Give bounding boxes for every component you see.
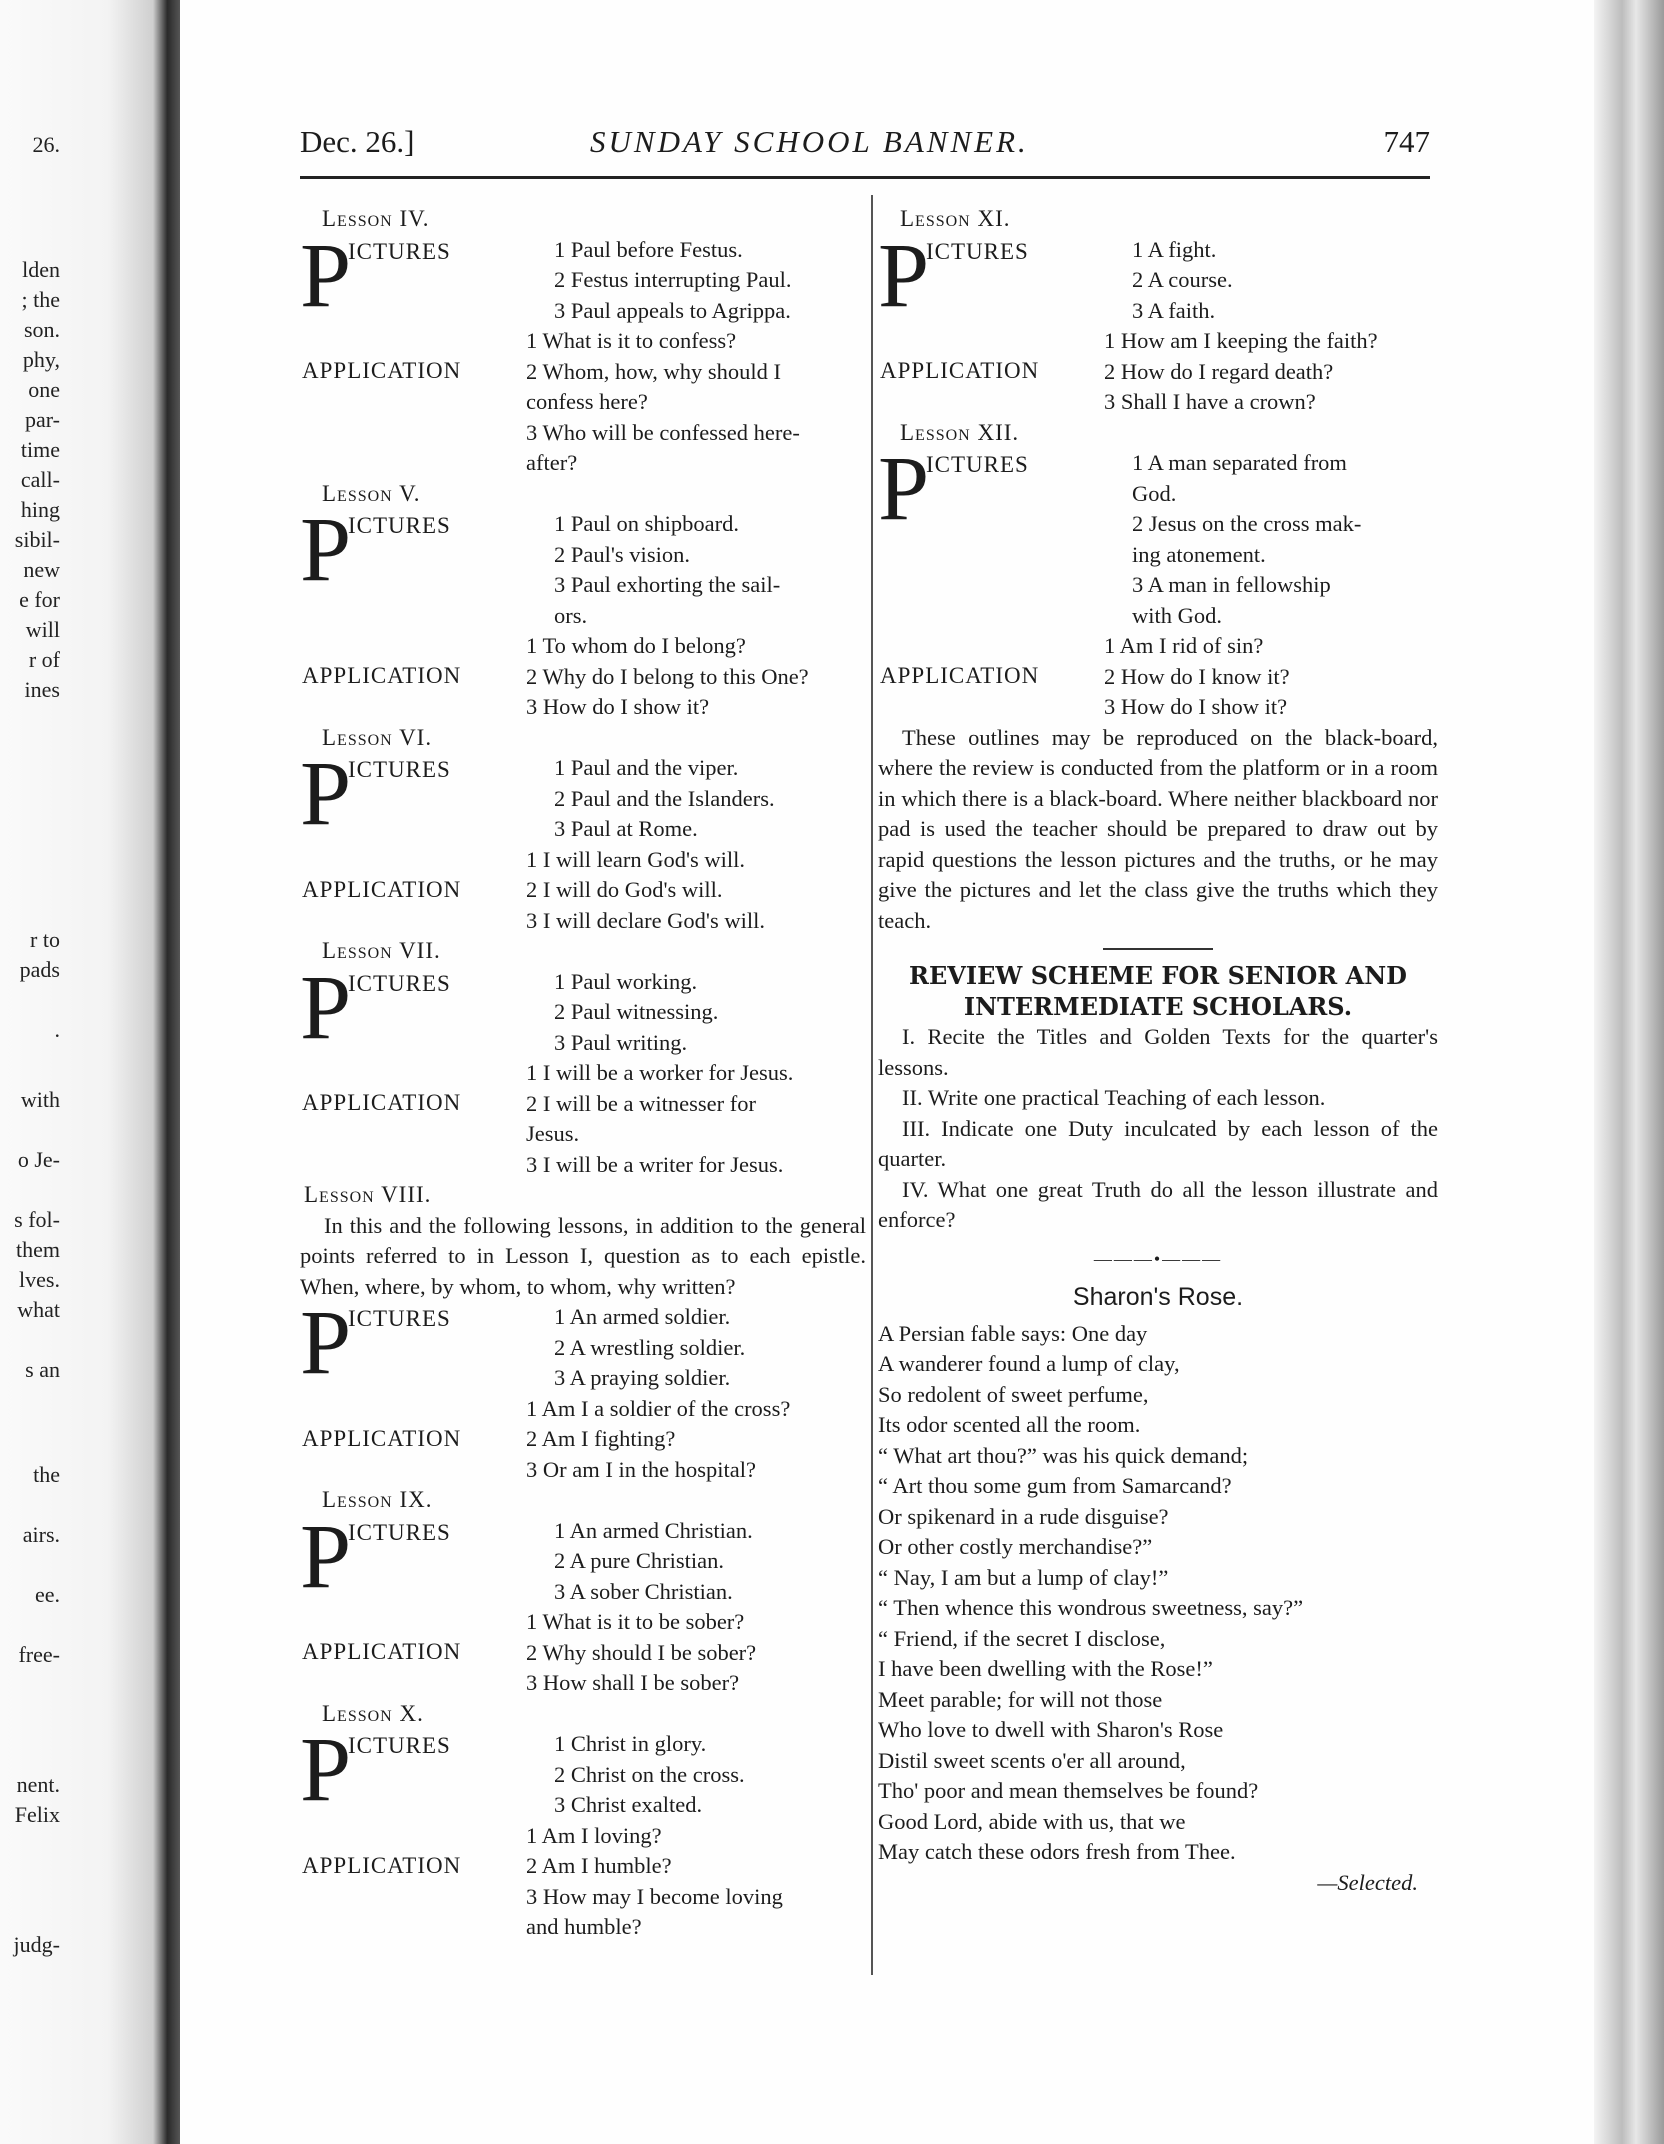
poem-line: Or spikenard in a rude disguise? [878, 1503, 1169, 1529]
lesson-title: Lesson XI. [900, 206, 1011, 231]
poem-line: May catch these odors fresh from Thee. [878, 1839, 1236, 1864]
application-item: 1 I will learn God's will. [526, 846, 746, 872]
picture-item: 1 Paul working. [554, 968, 698, 994]
pictures-label: ICTURES [348, 513, 451, 538]
application-item: 2 Am I fighting? [526, 1426, 676, 1451]
lesson-title: Lesson X. [322, 1700, 424, 1726]
poem-line: “ What art thou?” was his quick demand; [878, 1442, 1249, 1468]
gutter-fragment: them [16, 1237, 60, 1262]
pictures-label: ICTURES [926, 452, 1029, 477]
picture-item: 3 A praying soldier. [554, 1365, 731, 1390]
application-item: 3 How do I show it? [1104, 694, 1288, 719]
left-column [300, 204, 866, 1943]
pictures-label: ICTURES [348, 757, 451, 782]
application-label: APPLICATION [302, 663, 462, 688]
gutter-fragment: s fol- [14, 1207, 60, 1232]
pictures-block [878, 437, 1438, 631]
application-item: 2 I will do God's will. [526, 877, 723, 902]
poem-line: Meet parable; for will not those [878, 1686, 1163, 1712]
gutter-fragment: 26. [32, 132, 60, 157]
pictures-items [526, 235, 866, 327]
lesson-title: Lesson VI. [322, 724, 433, 750]
pictures-block [878, 223, 1438, 327]
gutter-fragment: call- [20, 467, 60, 492]
picture-item: 2 Paul witnessing. [554, 999, 719, 1024]
poem-line: “ Nay, I am but a lump of clay!” [878, 1564, 1169, 1590]
application-item: 3 How do I show it? [526, 694, 710, 719]
poem [878, 1319, 1438, 1868]
gutter-fragment: will [25, 617, 60, 642]
review-item: III. Indicate one Duty inculcated by each lesson of the quarter. [878, 1115, 1438, 1171]
application-item: 2 Whom, how, why should I [526, 358, 781, 384]
application-item: 1 What is it to confess? [526, 328, 737, 353]
pictures-items [1104, 235, 1438, 327]
poem-line: Who love to dwell with Sharon's Rose [878, 1717, 1224, 1742]
column-rule [871, 195, 873, 1975]
poem-line: A wanderer found a lump of clay, [878, 1351, 1180, 1376]
pictures-initial: P [300, 742, 352, 844]
lesson-title: Lesson VII. [322, 938, 441, 963]
poem-line: Its odor scented all the room. [878, 1412, 1141, 1437]
pictures-block [300, 223, 866, 327]
application-item: 3 Or am I in the hospital? [526, 1456, 756, 1482]
pictures-items [1104, 448, 1438, 631]
pictures-initial: P [878, 223, 930, 326]
ornament-divider: ———•——— [1093, 1248, 1223, 1269]
picture-item: 3 A faith. [1132, 297, 1216, 323]
page-edge [1594, 0, 1664, 2144]
picture-item: 2 Festus interrupting Paul. [554, 267, 792, 292]
gutter-fragment: pads [19, 957, 60, 982]
review-heading [878, 960, 1438, 1022]
gutter-fragment: r to [30, 927, 60, 952]
pictures-items [526, 1729, 866, 1821]
pictures-initial: P [300, 1718, 352, 1820]
application-items [526, 1394, 866, 1486]
poem-line: So redolent of sweet perfume, [878, 1381, 1149, 1407]
application-item: 2 Why should I be sober? [526, 1639, 757, 1665]
lesson-left-b-0 [300, 1485, 866, 1699]
picture-item: 3 Paul writing. [554, 1029, 688, 1055]
pictures-initial: P [878, 437, 930, 539]
application-items [526, 1058, 866, 1180]
gutter-fragment: nent. [16, 1772, 60, 1797]
pictures-items [526, 1302, 866, 1394]
review-heading-line2: INTERMEDIATE SCHOLARS. [963, 992, 1353, 1021]
poem-line: I have been dwelling with the Rose!” [878, 1656, 1213, 1681]
review-heading-line1: REVIEW SCHEME FOR SENIOR AND [909, 961, 1407, 990]
pictures-items [526, 1516, 866, 1608]
poem-line: Or other costly merchandise?” [878, 1534, 1153, 1559]
application-item: 1 I will be a worker for Jesus. [526, 1060, 794, 1085]
application-item: 2 I will be a witnesser for [526, 1090, 756, 1116]
picture-item: 1 Paul before Festus. [554, 236, 743, 262]
application-item: 1 What is it to be sober? [526, 1609, 745, 1634]
picture-item: 2 A course. [1132, 267, 1233, 292]
lesson-left-2 [300, 723, 866, 937]
header-title: SUNDAY SCHOOL BANNER. [590, 124, 1029, 159]
lesson-left-0 [300, 204, 866, 479]
gutter-fragment: airs. [22, 1522, 60, 1547]
page-header [300, 124, 1430, 170]
review-item: IV. What one great Truth do all the lesson illustrate and enforce? [878, 1176, 1438, 1232]
page-number: 747 [1383, 124, 1430, 159]
gutter-fragment: hing [20, 497, 60, 522]
application-block [300, 845, 866, 937]
gutter-fragment: lves. [19, 1267, 60, 1292]
pictures-initial: P [300, 1504, 352, 1607]
application-label: APPLICATION [302, 1090, 462, 1115]
lesson-viii-intro: In this and the following lessons, in addition to the general points referred to in Lesson I, question as to each epistle. When, where, by whom, to whom, why written? [300, 1212, 866, 1299]
picture-item: 1 Paul on shipboard. [554, 511, 739, 536]
application-label: APPLICATION [880, 358, 1040, 383]
gutter-fragment: son. [23, 317, 60, 342]
application-item: 1 How am I keeping the faith? [1104, 328, 1378, 353]
review-item: II. Write one practical Teaching of each lesson. [902, 1085, 1326, 1110]
pictures-label: ICTURES [348, 1733, 451, 1758]
gutter-fragment: the [33, 1462, 60, 1487]
picture-item: ing atonement. [1132, 541, 1266, 567]
application-item: 2 How do I regard death? [1104, 358, 1334, 384]
divider [1103, 948, 1213, 950]
gutter-fragment: . [54, 1017, 60, 1042]
application-item: 2 How do I know it? [1104, 663, 1290, 689]
gutter-fragment: one [28, 377, 60, 402]
pictures-label: ICTURES [348, 238, 451, 264]
application-item: 3 I will declare God's will. [526, 907, 765, 933]
application-item: 3 I will be a writer for Jesus. [526, 1151, 784, 1177]
poem-line: “ Friend, if the secret I disclose, [878, 1625, 1166, 1651]
gutter-fragment: phy, [22, 347, 60, 372]
application-items [526, 845, 866, 937]
lesson-left-b-1 [300, 1699, 866, 1943]
application-label: APPLICATION [302, 1639, 462, 1664]
picture-item: ors. [554, 602, 588, 628]
lesson-right-0 [878, 204, 1438, 418]
gutter-fragment: r of [28, 647, 60, 672]
application-item: confess here? [526, 389, 648, 414]
outlines-note: These outlines may be reproduced on the black-board, where the review is conducted from the platform or in a room in which there is a black-board. Where neither blackboard nor pad is used the teacher should be prepared to draw out by rapid questions the lesson pictures and the truths, or he may give the pictures and let the class give the truths which they teach. [878, 724, 1438, 933]
review-items [878, 1022, 1438, 1236]
picture-item: 1 Christ in glory. [554, 1731, 707, 1756]
pictures-block [300, 498, 866, 631]
application-label: APPLICATION [302, 876, 462, 902]
gutter-fragment: ; the [21, 287, 60, 312]
picture-item: 2 Jesus on the cross mak- [1132, 511, 1362, 536]
application-block [300, 1607, 866, 1699]
picture-item: God. [1132, 480, 1177, 506]
picture-item: 2 A wrestling soldier. [554, 1334, 746, 1360]
lesson-left-3 [300, 936, 866, 1180]
application-item: 1 Am I rid of sin? [1104, 633, 1264, 658]
gutter-fragment: with [20, 1087, 60, 1112]
picture-item: with God. [1132, 602, 1222, 628]
application-item: after? [526, 450, 578, 475]
picture-item: 3 Christ exalted. [554, 1792, 703, 1817]
gutter-fragment: judg- [13, 1932, 60, 1957]
gutter-fragment: par- [25, 407, 60, 432]
application-item: and humble? [526, 1914, 642, 1939]
application-items [1104, 631, 1438, 723]
lesson-title: Lesson XII. [900, 419, 1020, 445]
lesson-title: Lesson VIII. [304, 1182, 432, 1207]
lesson-title: Lesson IX. [322, 1487, 433, 1512]
lesson-left-1 [300, 479, 866, 723]
application-label: APPLICATION [302, 358, 462, 383]
picture-item: 1 A man separated from [1132, 450, 1347, 475]
pictures-items [526, 509, 866, 631]
application-item: 1 Am I a soldier of the cross? [526, 1395, 791, 1421]
application-block [878, 631, 1438, 723]
review-item: I. Recite the Titles and Golden Texts for the quarter's lessons. [878, 1024, 1438, 1080]
picture-item: 3 A man in fellowship [1132, 572, 1331, 597]
pictures-initial: P [300, 1291, 352, 1393]
gutter-fragment: ines [24, 677, 60, 702]
pictures-label: ICTURES [348, 970, 451, 996]
application-items [526, 1607, 866, 1699]
lesson-title: Lesson V. [322, 480, 421, 506]
poem-attribution: —Selected. [1317, 1869, 1418, 1895]
lesson-viii [300, 1180, 866, 1485]
picture-item: 3 Paul exhorting the sail- [554, 572, 781, 597]
gutter-fragment: free- [18, 1642, 60, 1667]
application-items [1104, 326, 1438, 418]
pictures-block [300, 1291, 866, 1394]
right-column [878, 204, 1438, 1898]
poem-line: Tho' poor and mean themselves be found? [878, 1778, 1259, 1803]
application-block [300, 1394, 866, 1486]
application-block [878, 326, 1438, 418]
pictures-label: ICTURES [926, 238, 1029, 264]
pictures-initial: P [300, 223, 352, 326]
header-rule [300, 176, 1430, 179]
pictures-initial: P [300, 498, 352, 600]
gutter-fragment: time [20, 437, 60, 462]
poem-line: Distil sweet scents o'er all around, [878, 1747, 1186, 1773]
application-item: 2 Am I humble? [526, 1853, 672, 1878]
poem-title: Sharon's Rose. [1072, 1283, 1244, 1311]
poem-line: Good Lord, abide with us, that we [878, 1808, 1186, 1834]
poem-line: A Persian fable says: One day [878, 1320, 1148, 1346]
application-block [300, 631, 866, 723]
gutter-fragment: lden [22, 257, 60, 282]
application-items [526, 631, 866, 723]
application-item: 1 To whom do I belong? [526, 633, 746, 658]
picture-item: 1 A fight. [1132, 236, 1217, 262]
poem-line: “ Art thou some gum from Samarcand? [878, 1473, 1232, 1498]
application-item: 3 Who will be confessed here- [526, 419, 800, 445]
application-label: APPLICATION [880, 663, 1040, 688]
picture-item: 3 Paul at Rome. [554, 816, 698, 841]
application-item: 3 How may I become loving [526, 1883, 783, 1909]
pictures-label: ICTURES [348, 1306, 451, 1331]
gutter-fragment: Felix [14, 1802, 60, 1827]
application-item: Jesus. [526, 1121, 580, 1146]
poem-line: “ Then whence this wondrous sweetness, say?” [878, 1595, 1304, 1620]
lesson-right-1 [878, 418, 1438, 723]
pictures-label: ICTURES [348, 1519, 451, 1545]
application-item: 2 Why do I belong to this One? [526, 663, 809, 689]
application-items [526, 326, 866, 479]
application-label: APPLICATION [302, 1852, 462, 1878]
picture-item: 2 Paul and the Islanders. [554, 785, 775, 811]
application-block [300, 1821, 866, 1943]
application-items [526, 1821, 866, 1943]
pictures-initial: P [300, 955, 352, 1058]
pictures-items [526, 753, 866, 845]
pictures-items [526, 967, 866, 1059]
pictures-block [300, 1504, 866, 1608]
application-block [300, 326, 866, 479]
pictures-block [300, 1718, 866, 1821]
application-item: 1 Am I loving? [526, 1822, 662, 1848]
picture-item: 1 An armed Christian. [554, 1517, 753, 1543]
application-item: 3 Shall I have a crown? [1104, 389, 1316, 414]
picture-item: 3 A sober Christian. [554, 1578, 733, 1604]
picture-item: 2 Paul's vision. [554, 541, 690, 567]
picture-item: 2 Christ on the cross. [554, 1761, 745, 1787]
gutter-fragment: sibil- [14, 527, 60, 552]
pictures-block [300, 742, 866, 845]
picture-item: 2 A pure Christian. [554, 1548, 724, 1573]
gutter-fragment: new [23, 557, 60, 582]
application-label: APPLICATION [302, 1425, 462, 1451]
gutter-fragment: s an [25, 1357, 60, 1382]
picture-item: 1 An armed soldier. [554, 1304, 731, 1329]
lesson-title: Lesson IV. [322, 206, 430, 231]
gutter-fragment: ee. [34, 1582, 60, 1607]
gutter-fragment: e for [19, 587, 60, 612]
application-block [300, 1058, 866, 1180]
pictures-block [300, 955, 866, 1059]
gutter-fragment: o Je- [17, 1147, 60, 1172]
picture-item: 1 Paul and the viper. [554, 755, 739, 780]
application-item: 3 How shall I be sober? [526, 1670, 740, 1695]
picture-item: 3 Paul appeals to Agrippa. [554, 297, 791, 323]
header-date: Dec. 26.] [300, 124, 415, 159]
gutter-fragment: what [17, 1297, 60, 1322]
